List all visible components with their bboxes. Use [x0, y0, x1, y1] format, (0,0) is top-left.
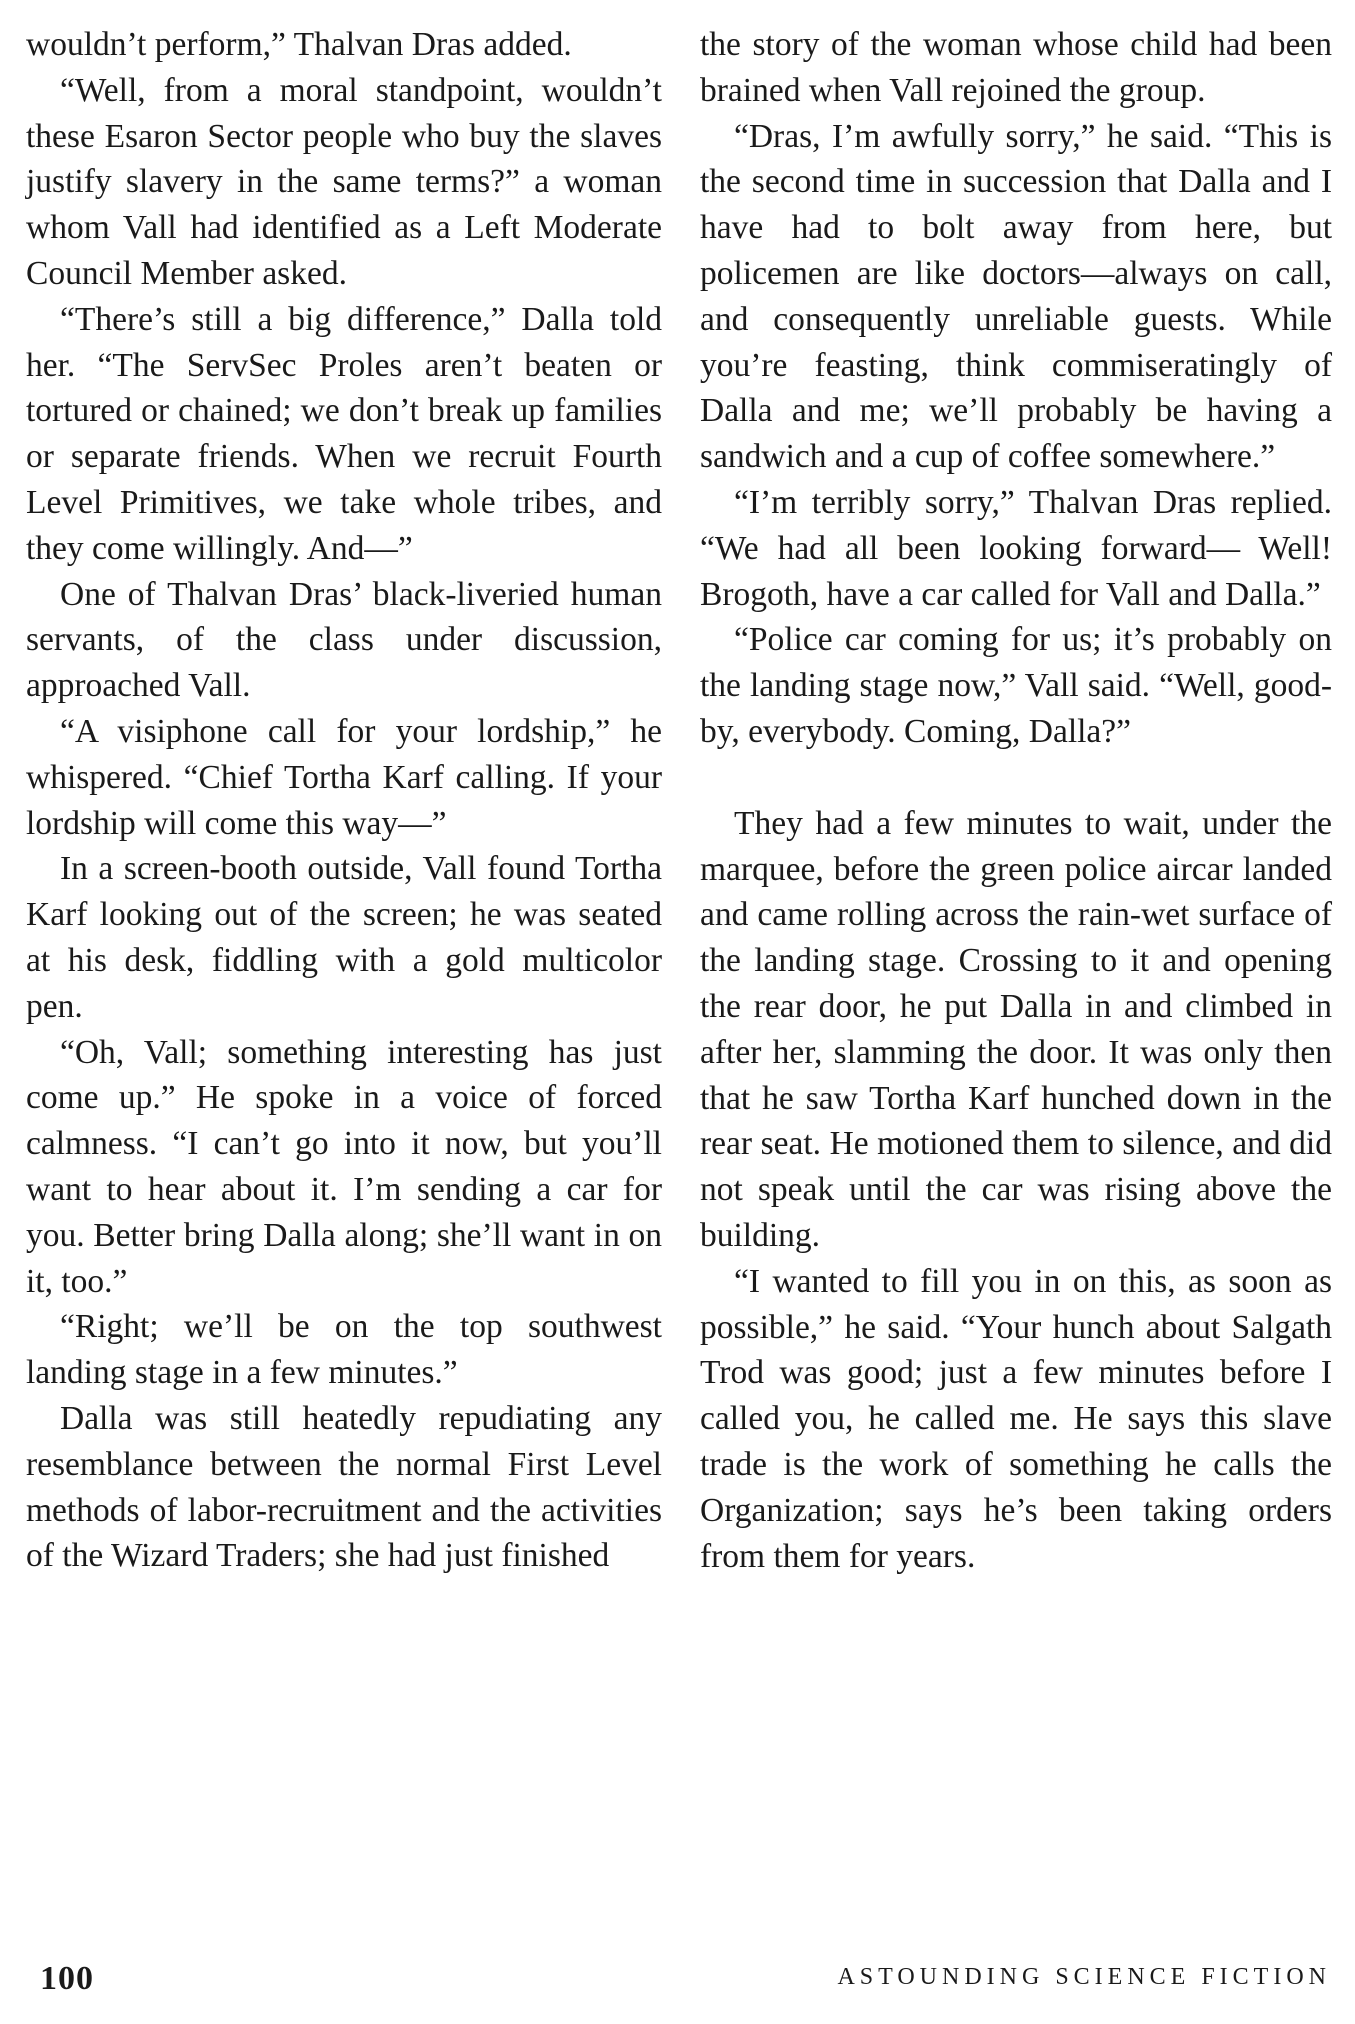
paragraph: the story of the woman whose child had been brained when Vall rejoined the group.	[700, 26, 1332, 109]
paragraph: In a screen-booth outside, Vall found Tortha Karf looking out of the screen; he was seated at his desk, fiddling with a gold multicolor pen.	[26, 850, 662, 1025]
paragraph: “Dras, I’m awfully sorry,” he said. “This is the second time in succession that Dalla and I have had to bolt away from here, but policemen are like doctors—always on call, and consequently unreliable guests. While you’re feasting, think commiseratingly of Dalla and me; we’ll probably be having a sandwich and a cup of coffee somewhere.”	[700, 117, 1332, 476]
paragraph: “Police car coming for us; it’s probably on the landing stage now,” Vall said. “Well, good-by, everybody. Coming, Dalla?”	[700, 621, 1332, 750]
right-column	[700, 22, 1332, 1579]
paragraph: One of Thalvan Dras’ black-liveried human servants, of the class under discussion, approached Vall.	[26, 575, 662, 705]
paragraph: They had a few minutes to wait, under the marquee, before the green police aircar landed and came rolling across the rain-wet surface of the landing stage. Crossing to it and opening the rear door, he put Dalla in and climbed in after her, slamming the door. It was only then that he saw Tortha Karf hunched down in the rear seat. He motioned them to silence, and did not speak until the car was rising above the building.	[700, 804, 1332, 1254]
paragraph: Dalla was still heatedly repudiating any resemblance between the normal First Level methods of labor-recruitment and the activities of the Wizard Traders; she had just finished	[26, 1399, 662, 1575]
page-number: 100	[40, 1960, 94, 1997]
page-footer	[0, 1960, 1355, 2006]
paragraph: “I wanted to fill you in on this, as soon as possible,” he said. “Your hunch about Salgath Trod was good; just a few minutes before I called you, he called me. He says this slave trade is the work of something he calls the Organization; says he’s been taking orders from them for years.	[700, 1262, 1332, 1575]
running-title: ASTOUNDING SCIENCE FICTION	[837, 1964, 1331, 1990]
paragraph: “Right; we’ll be on the top southwest landing stage in a few minutes.”	[26, 1308, 662, 1392]
paragraph: “Well, from a moral standpoint, wouldn’t these Esaron Sector people who buy the slaves justify slavery in the same terms?” a woman whom Vall had identified as a Left Moderate Council Member asked.	[26, 71, 662, 292]
left-column	[26, 22, 662, 1579]
paragraph: wouldn’t perform,” Thalvan Dras added.	[26, 26, 572, 63]
paragraph: “There’s still a big difference,” Dalla told her. “The ServSec Proles aren’t beaten or tortured or chained; we don’t break up families or separate friends. When we recruit Fourth Level Primitives, we take whole tribes, and they come willingly. And—”	[26, 300, 662, 567]
paragraph: “Oh, Vall; something interesting has just come up.” He spoke in a voice of forced calmness. “I can’t go into it now, but you’ll want to hear about it. I’m sending a car for you. Better bring Dalla along; she’ll want in on it, too.”	[26, 1033, 662, 1300]
paragraph: “A visiphone call for your lordship,” he whispered. “Chief Tortha Karf calling. If your lordship will come this way—”	[26, 712, 662, 842]
paragraph: “I’m terribly sorry,” Thalvan Dras replied. “We had all been looking forward— Well! Brogoth, have a car called for Vall and Dalla.”	[700, 483, 1332, 613]
